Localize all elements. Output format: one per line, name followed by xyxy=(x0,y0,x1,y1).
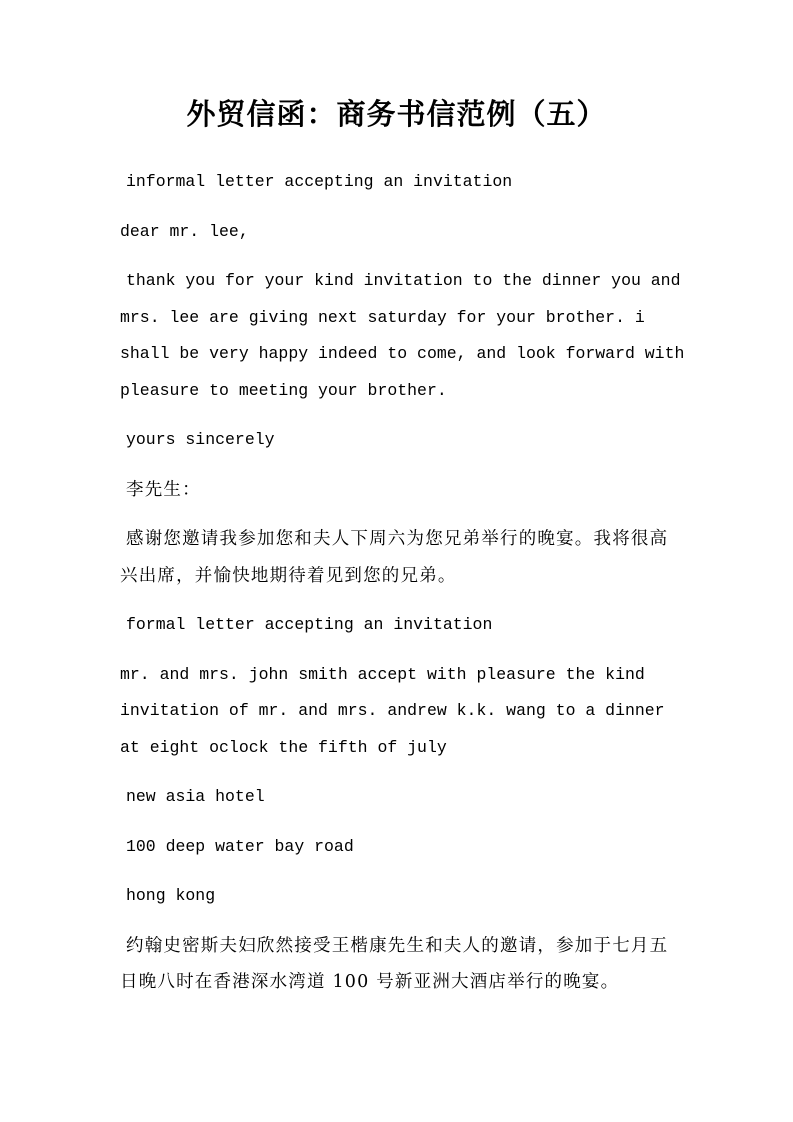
address-line-city: hong kong xyxy=(126,886,216,905)
document-body xyxy=(120,164,685,1014)
address-line-street: 100 deep water bay road xyxy=(126,836,354,856)
document-title: 外贸信函：商务书信范例（五） xyxy=(186,97,607,131)
heading-informal-letter: informal letter accepting an invitation xyxy=(126,172,513,191)
formal-acceptance-english: mr. and mrs. john smith accept with pleasure the kind invitation of mr. and mrs. andrew k.k. wang to a dinner at eight oclock the fifth of july xyxy=(120,664,665,757)
body-paragraph-english: thank you for your kind invitation to the dinner you and mrs. lee are giving next saturday for your brother. i shall be very happy indeed to come, and look forward with pleasure to meeting your brother. xyxy=(120,271,685,400)
closing-english: yours sincerely xyxy=(126,430,275,449)
salutation-english: dear mr. lee, xyxy=(120,221,249,241)
heading-formal-letter: formal letter accepting an invitation xyxy=(126,615,493,634)
salutation-chinese: 李先生： xyxy=(126,479,201,500)
address-line-hotel: new asia hotel xyxy=(126,787,265,806)
formal-acceptance-chinese: 约翰史密斯夫妇欣然接受王楷康先生和夫人的邀请，参加于七月五日晚八时在香港深水湾道 100 号新亚洲大酒店举行的晚宴。 xyxy=(120,935,669,992)
body-paragraph-chinese: 感谢您邀请我参加您和夫人下周六为您兄弟举行的晚宴。我将很高兴出席，并愉快地期待着见到您的兄弟。 xyxy=(120,529,669,586)
